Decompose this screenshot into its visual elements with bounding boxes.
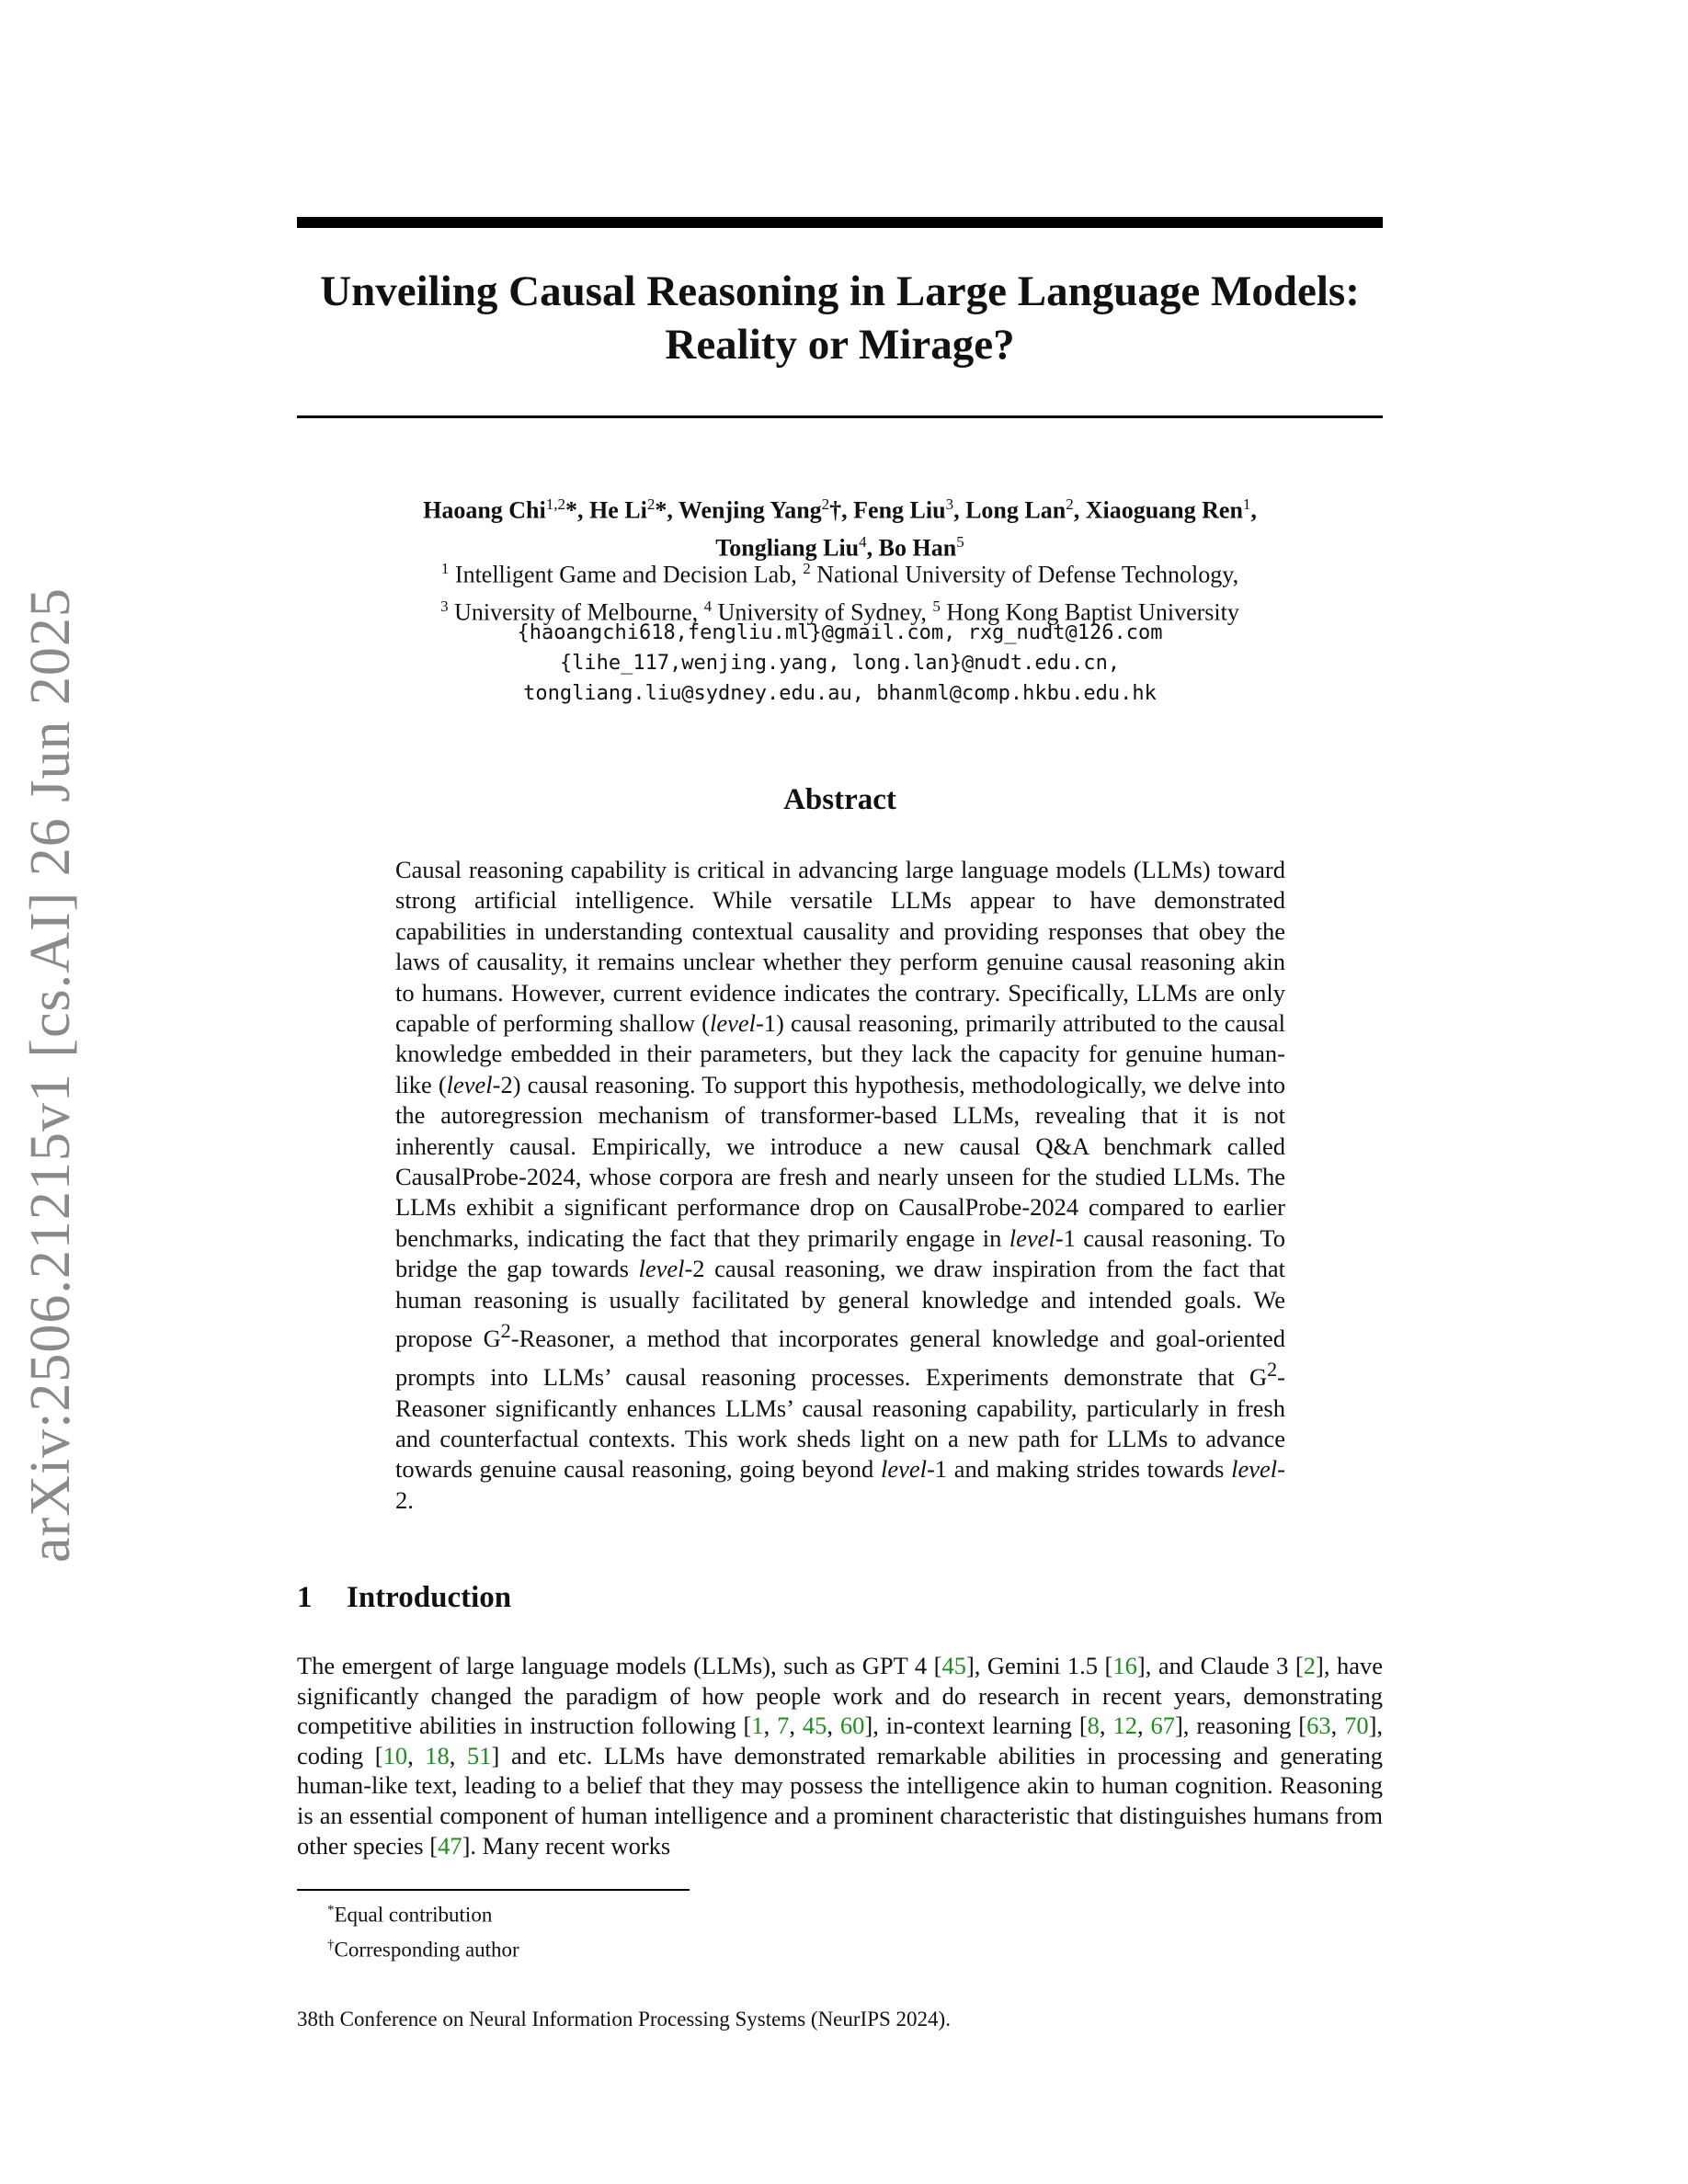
email-line: {haoangchi618,fengliu.ml}@gmail.com, rxg_nudt@126.com — [517, 621, 1163, 644]
footnote-rule — [297, 1889, 690, 1891]
introduction-paragraph: The emergent of large language models (LLMs), such as GPT 4 [45], Gemini 1.5 [16], and Claude 3 [2], have significantly changed the paradigm of how people work and do research in recent years, demonstrating competitive abilities in instruction following [1, 7, 45, 60], in-context learning [8, 12, 67], reasoning [63, 70], coding [10, 18, 51] and etc. LLMs have demonstrated remarkable abilities in processing and generating human-like text, leading to a belief that they may possess the intelligence akin to human cognition. Reasoning is an essential component of human intelligence and a prominent characteristic that distinguishes humans from other species [47]. Many recent works — [297, 1652, 1384, 1860]
abstract-body: Causal reasoning capability is critical in advancing large language models (LLMs) toward strong artificial intelligence. While versatile LLMs appear to have demonstrated capabilities in understanding contextual causality and providing responses that obey the laws of causality, it remains unclear whether they perform genuine causal reasoning akin to humans. However, current evidence indicates the contrary. Specifically, LLMs are only capable of performing shallow (level-1) causal reasoning, primarily attributed to the causal knowledge embedded in their parameters, but they lack the capacity for genuine human-like (level-2) causal reasoning. To support this hypothesis, methodologically, we delve into the autoregression mechanism of transformer-based LLMs, revealing that it is not inherently causal. Empirically, we introduce a new causal Q&A benchmark called CausalProbe-2024, whose corpora are fresh and nearly unseen for the studied LLMs. The LLMs exhibit a significant performance drop on CausalProbe-2024 compared to earlier benchmarks, indicating the fact that they primarily engage in level-1 causal reasoning. To bridge the gap towards level-2 causal reasoning, we draw inspiration from the fact that human reasoning is usually facilitated by general knowledge and intended goals. We propose $G^2$-Reasoner, a method that incorporates general knowledge and goal-oriented prompts into LLMs’ causal reasoning processes. Experiments demonstrate that $G^2$-Reasoner significantly enhances LLMs’ causal reasoning capability, particularly in fresh and counterfactual contexts. This work sheds light on a new path for LLMs to advance towards genuine causal reasoning, going beyond level-1 and making strides towards level-2. — [395, 856, 1286, 1514]
email-line: tongliang.liu@sydney.edu.au, bhanml@comp.hkbu.edu.hk — [523, 682, 1157, 705]
footnotes: *Equal contribution †Corresponding author — [327, 1903, 519, 1962]
title-bottom-rule — [297, 415, 1383, 418]
venue-note: 38th Conference on Neural Information Processing Systems (NeurIPS 2024). — [297, 2008, 951, 2030]
section-heading — [297, 1581, 511, 1615]
section-title: Introduction — [347, 1581, 512, 1614]
affiliations: $^1$ Intelligent Game and Decision Lab, $^2$ National University of Defense Technology, $^3$ University of Melbourne, $^4$ University of Sydney, $^5$ Hong Kong Baptist University — [440, 560, 1239, 626]
title-top-rule — [297, 217, 1383, 228]
email-line: {lihe_117,wenjing.yang, long.lan}@nudt.edu.cn, — [559, 652, 1121, 675]
paper-title: Unveiling Causal Reasoning in Large Language Models: Reality or Mirage? — [320, 267, 1360, 369]
author-emails — [297, 618, 1383, 709]
arxiv-identifier: arXiv:2506.21215v1 [cs.AI] 26 Jun 2025 — [19, 587, 82, 1563]
abstract-heading: Abstract — [783, 783, 896, 816]
section-number: 1 — [297, 1581, 313, 1614]
author-list: Haoang Chi$^{1,2}$*, He Li$^2$*, Wenjing Yang$^2$†, Feng Liu$^3$, Long Lan$^2$, Xiaoguang Ren$^1$, Tongliang Liu$^4$, Bo Han$^5$ — [423, 495, 1257, 562]
